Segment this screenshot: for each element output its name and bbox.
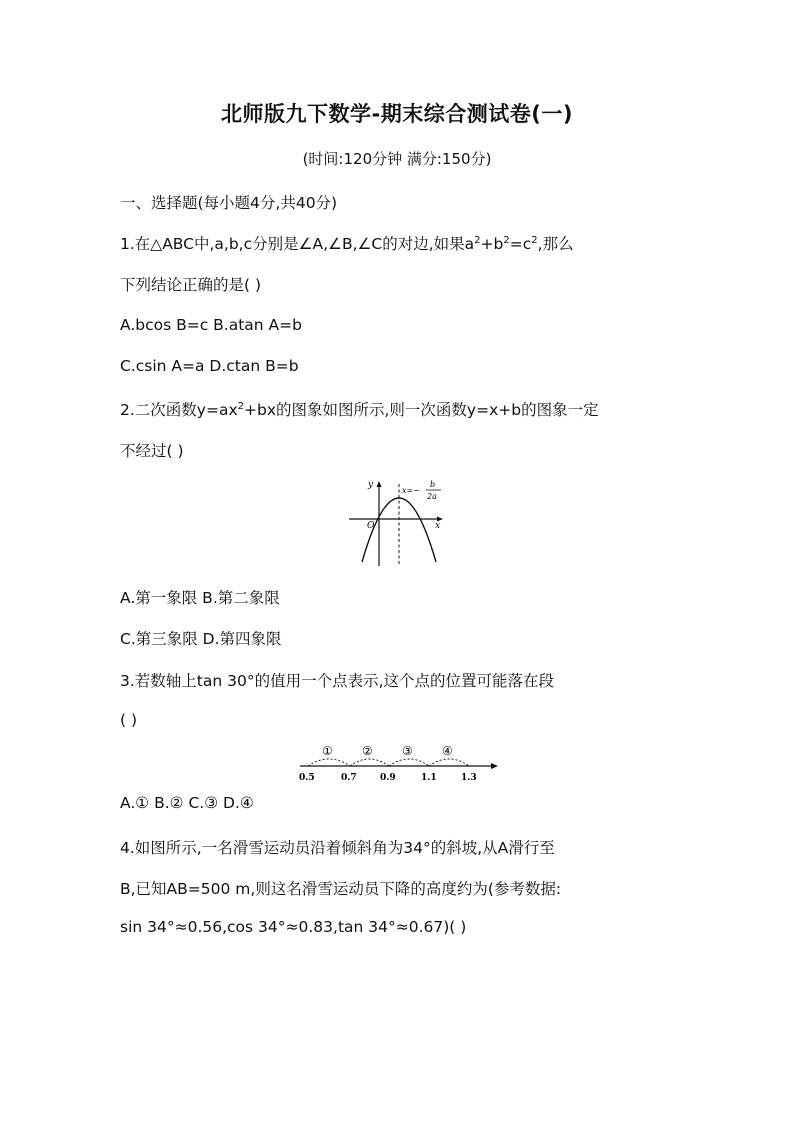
question-3-options: A.① B.② C.③ D.④ <box>120 794 254 812</box>
section-heading: 一、选择题(每小题4分,共40分) <box>120 194 338 212</box>
q1-text-a: 1.在△ABC中,a,b,c分别是∠A,∠B,∠C的对边,如果a <box>120 235 475 253</box>
segment-label-1: ① <box>322 744 333 758</box>
tick-label-0-5: 0.5 <box>299 773 315 783</box>
question-4-stem: 4.如图所示,一名滑雪运动员沿着倾斜角为34°的斜坡,从A滑行至 <box>120 839 555 857</box>
question-3-stem-cont: ( ) <box>120 711 138 729</box>
q1-text-c: =c <box>509 235 532 253</box>
y-axis-arrow <box>377 481 382 487</box>
exam-info: (时间:120分钟 满分:150分) <box>302 150 492 168</box>
question-2-options-cd: C.第三象限 D.第四象限 <box>120 630 282 648</box>
question-1-options-cd: C.csin A=a D.ctan B=b <box>120 357 299 375</box>
question-1-options-ab: A.bcos B=c B.atan A=b <box>120 316 302 334</box>
question-4-reference-data: sin 34°≈0.56,cos 34°≈0.83,tan 34°≈0.67)( ) <box>120 918 467 936</box>
segment-arc-1 <box>308 759 350 766</box>
question-2-stem-cont: 不经过( ) <box>120 442 184 460</box>
y-label: y <box>368 480 374 490</box>
tick-label-0-9: 0.9 <box>380 773 396 783</box>
q1-text-b: +b <box>480 235 504 253</box>
origin-label: O <box>367 521 375 531</box>
segment-arc-2 <box>350 759 389 766</box>
x-label: x <box>435 521 441 531</box>
parabola-graph <box>346 476 450 568</box>
question-2-stem <box>120 398 599 420</box>
question-3-stem: 3.若数轴上tan 30°的值用一个点表示,这个点的位置可能落在段 <box>120 672 555 690</box>
segment-label-3: ③ <box>402 744 413 758</box>
tick-label-1-1: 1.1 <box>421 773 437 783</box>
question-4-stem-cont: B,已知AB=500 m,则这名滑雪运动员下降的高度约为(参考数据: <box>120 880 562 898</box>
number-line-arrow <box>491 763 498 769</box>
segment-label-4: ④ <box>442 744 453 758</box>
tick-label-0-7: 0.7 <box>341 773 357 783</box>
axis-equation-prefix: x=− <box>402 486 420 495</box>
tick-label-1-3: 1.3 <box>461 773 477 783</box>
q1-text-d: ,那么 <box>537 235 574 253</box>
segment-arc-4 <box>429 759 469 766</box>
q2-sup-1: 2 <box>237 400 244 412</box>
axis-equation-denominator: 2a <box>427 492 437 501</box>
q2-text-a: 2.二次函数y=ax <box>120 401 238 419</box>
number-line-figure <box>296 740 502 784</box>
axis-equation-numerator: b <box>430 480 436 489</box>
segment-arc-3 <box>389 759 429 766</box>
question-1-stem-cont: 下列结论正确的是( ) <box>120 276 262 294</box>
question-2-options-ab: A.第一象限 B.第二象限 <box>120 589 280 607</box>
segment-label-2: ② <box>362 744 373 758</box>
q1-sup-3: 2 <box>531 234 538 246</box>
q1-sup-1: 2 <box>474 234 481 246</box>
question-1-stem <box>120 232 574 254</box>
page-title: 北师版九下数学-期末综合测试卷(一) <box>221 102 573 126</box>
q1-sup-2: 2 <box>503 234 510 246</box>
q2-text-b: +bx的图象如图所示,则一次函数y=x+b的图象一定 <box>244 401 599 419</box>
